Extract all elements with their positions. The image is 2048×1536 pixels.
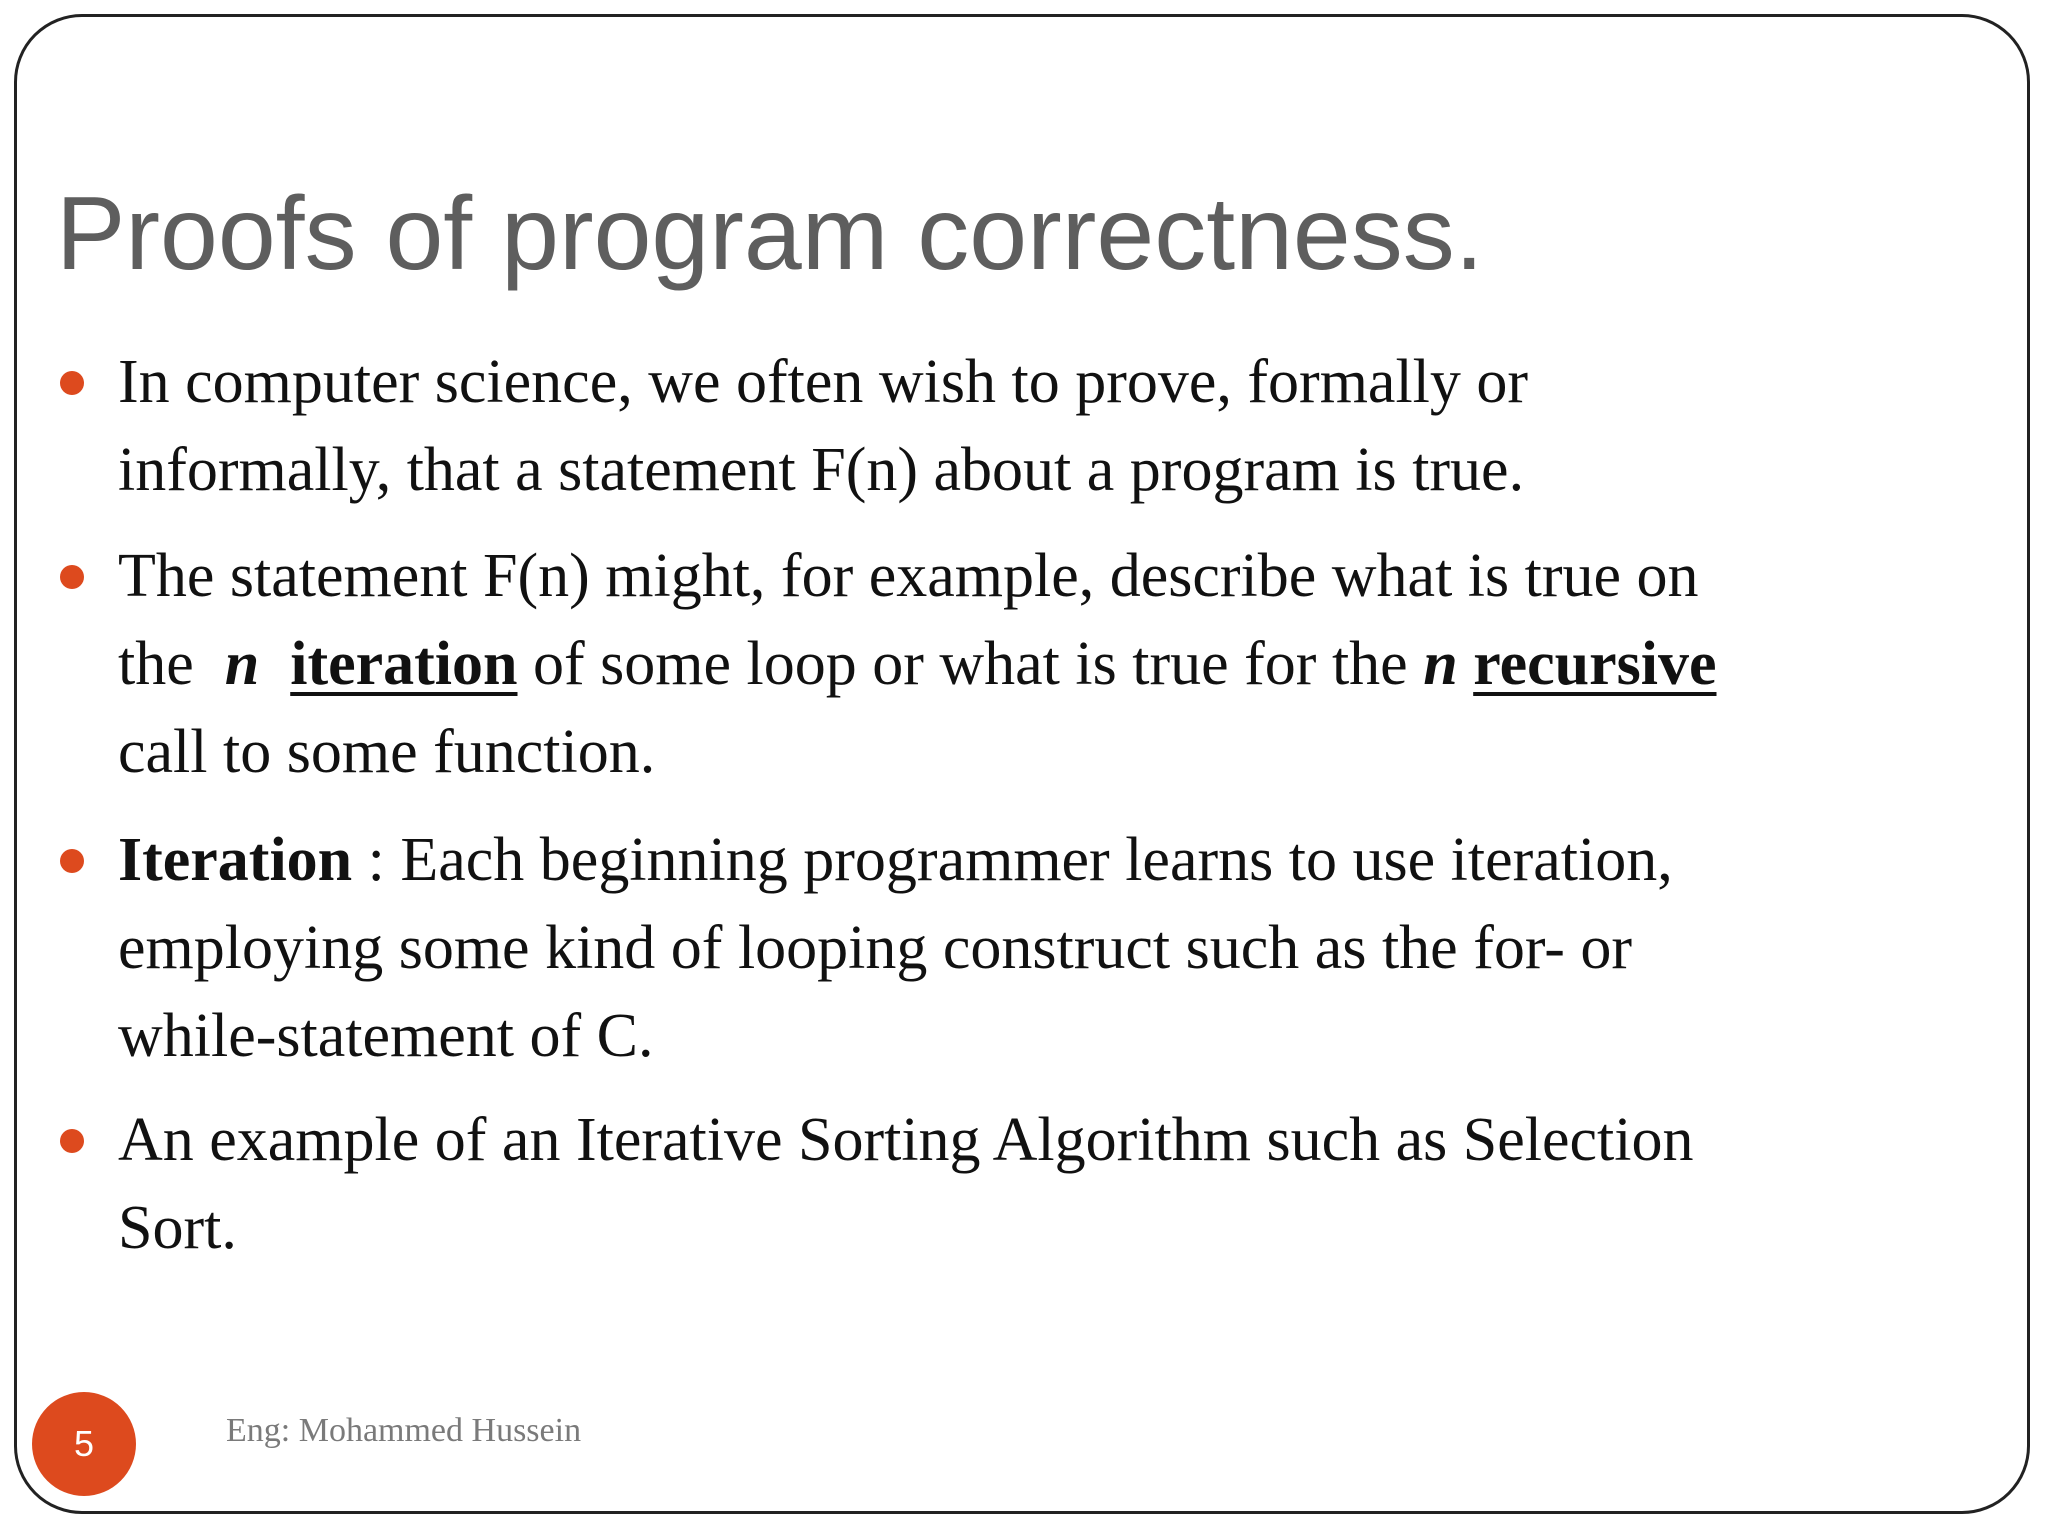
- bullet-line: while-statement of C.: [118, 1002, 654, 1070]
- bullet-line: informally, that a statement F(n) about a program is true.: [118, 436, 1525, 504]
- bullet-text: the: [118, 630, 194, 698]
- bullet-dot-icon: [60, 371, 84, 395]
- bullet-text: of some loop or what is true for the: [533, 630, 1408, 698]
- bullet-item: [118, 338, 1978, 514]
- bullet-line: An example of an Iterative Sorting Algorithm such as Selection: [118, 1106, 1694, 1174]
- bullet-line: Sort.: [118, 1194, 237, 1262]
- bullet-line: employing some kind of looping construct such as the for- or: [118, 914, 1633, 982]
- bullet-dot-icon: [60, 565, 84, 589]
- page-number-badge: 5: [32, 1392, 136, 1496]
- bullet-item: [118, 1096, 1978, 1272]
- bullet-line: [118, 620, 1978, 708]
- bullet-line: [118, 816, 1978, 904]
- bullet-item: [118, 816, 1978, 1080]
- bullet-line: In computer science, we often wish to prove, formally or: [118, 348, 1529, 416]
- term-recursive: recursive: [1473, 630, 1717, 698]
- term-iteration-heading: Iteration: [118, 826, 353, 894]
- bullet-line: call to some function.: [118, 718, 656, 786]
- footer-author: Eng: Mohammed Hussein: [226, 1412, 582, 1449]
- variable-n: n: [224, 630, 260, 698]
- bullet-line: The statement F(n) might, for example, describe what is true on: [118, 542, 1699, 610]
- slide-title: Proofs of program correctness.: [56, 176, 1484, 292]
- bullet-item: [118, 532, 1978, 796]
- bullet-text: : Each beginning programmer learns to use iteration,: [367, 826, 1673, 894]
- term-iteration: iteration: [290, 630, 518, 698]
- bullet-dot-icon: [60, 849, 84, 873]
- variable-n: n: [1423, 630, 1458, 698]
- bullet-dot-icon: [60, 1129, 84, 1153]
